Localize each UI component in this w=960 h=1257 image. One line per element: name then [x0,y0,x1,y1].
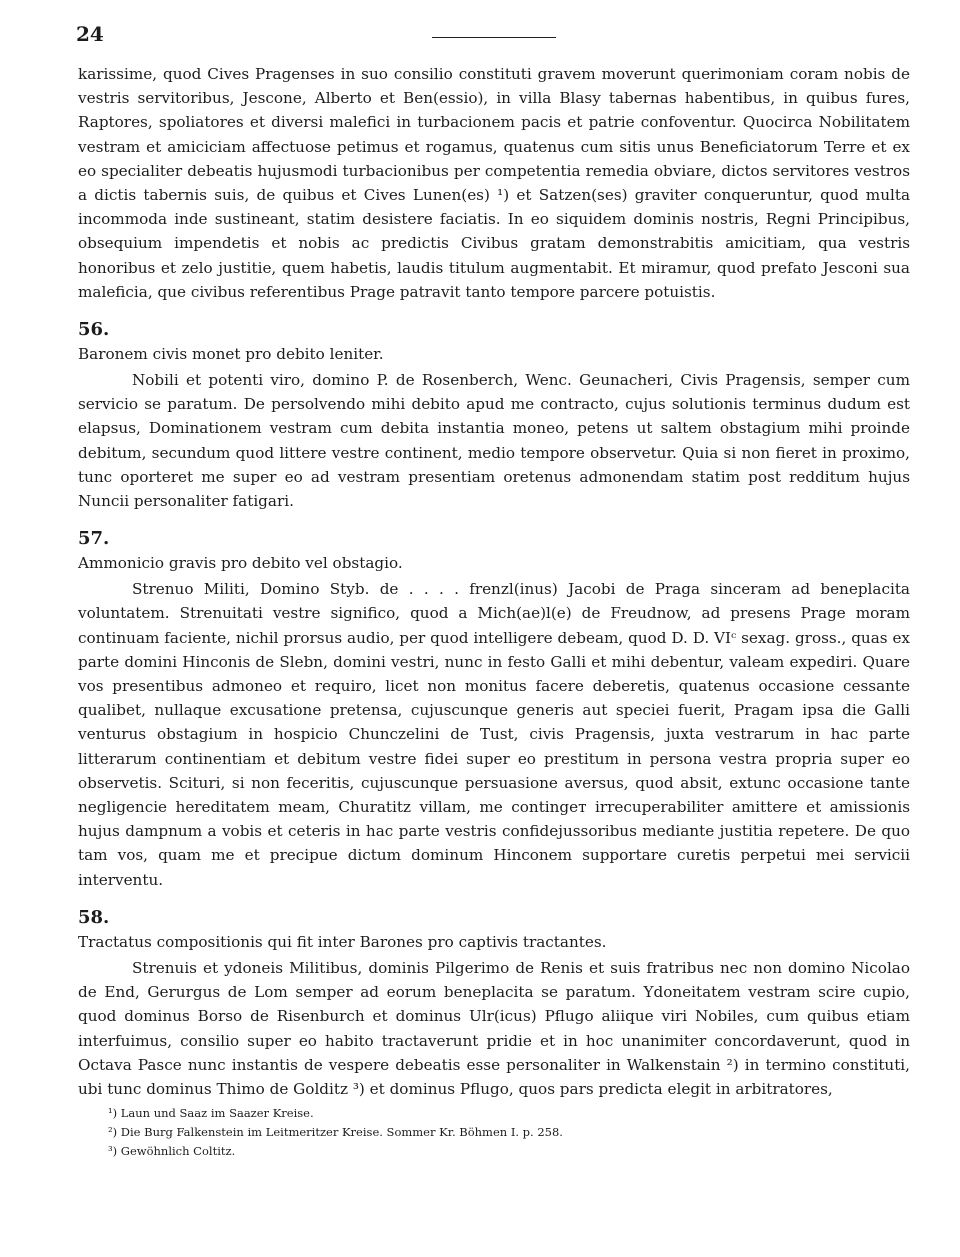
document-number: 58. [78,906,110,928]
footnote: ³) Gewöhnlich Coltitz. [108,1144,236,1158]
page-number: 24 [76,22,104,46]
footnote: ²) Die Burg Falkenstein im Leitmeritzer Kreise. Sommer Kr. Böhmen I. p. 258. [108,1125,563,1139]
footnotes [108,1104,908,1161]
paragraph: Strenuo Militi, Domino Styb. de . . . . frenzl(inus) Jacobi de Praga sinceram ad beneplacita voluntatem. Strenuitati vestre significo, quod a Mich(ae)l(e) de Freudnow, ad presens Prage moram continuam faciente, nichil prorsus audio, per quod intelligere debeam, quod D. D. VIᶜ sexag. gross., quas ex parte domini Hinconis de Slebn, domini vestri, nunc in festo Galli et mihi debentur, valeam expediri. Quare vos presentibus admoneo et requiro, licet non monitus facere deberetis, quatenus occasione cessante qualibet, nullaque excusatione pretensa, cujuscunque generis aut speciei fuerit, Pragam ipsa die Galli venturus obstagium in hospicio Chunczelini de Tust, civis Pragensis, juxta vestrarum in hac parte litterarum continentiam et debitum vestre fidei super eo prestitum in persona vestra propria super eo observetis. Sciturі, si non feceritis, cujuscunque persuasione aversus, quod absit, extunc occasione tante negligencie hereditatem meam, Churatitz villam, me contingет irrecuperabiliter amittere et amissionis hujus dampnum a vobis et ceteris in hac parte vestris confidejussoribus mediante justitia repetere. De quo tam vos, quam me et precipue dictum dominum Hinconem supportare curetis perpetui mei servicii interventu. [78,580,910,889]
paragraph: Nobili et potenti viro, domino P. de Rosenberch, Wenc. Geunacheri, Civis Pragensis, semper cum servicio se paratum. De persolvendo mihi debito apud me contracto, cujus solutionis terminus dudum est elapsus, Dominationem vestram cum debita instantia moneo, petens ut saltem obstagium mihi proinde debitum, secundum quod littere vestre continent, medio tempore observetur. Quia si non fieret in proximo, tunc oporteret me super eo ad vestram presentiam oretenus admonendam statim post redditum hujus Nuncii personaliter fatigari. [78,371,910,511]
document-heading: Ammonicio gravis pro debito vel obstagio. [78,554,403,573]
body-text [78,62,910,1101]
paragraph: karissime, quod Cives Pragenses in suo consilio constituti gravem moverunt querimoniam coram nobis de vestris servitoribus, Jescone, Alberto et Ben(essio), in villa Blasy tabernas habentibus, in quibus fures, Raptores, spoliatores et diversi malefici in turbacionem pacis et patrie confoventur. Quocirca Nobilitatem vestram et amiciciam affectuose petimus et rogamus, quatenus cum sitis unus Beneficiatorum Terre et ex eo specialiter debeatis hujusmodi turbacionibus per competentia remedia obviare, dictos servitores vestros a dictis tabernis suis, de quibus et Cives Lunen(es) ¹) et Satzen(ses) graviter conqueruntur, quod multa incommoda inde sustineant, statim desistere faciatis. In eo siquidem dominis nostris, Regni Principibus, obsequium impendetis et nobis ac predictis Civibus gratam demonstrabitis amicitiam, qua vestris honoribus et zelo justitie, quem habetis, laudis titulum augmentabit. Et miramur, quod prefato Jesconi sua maleficia, que civibus referentibus Prage patravit tanto tempore parcere potuistis. [78,65,910,301]
document-number: 56. [78,319,110,341]
document-number: 57. [78,528,110,550]
footnote: ¹) Laun und Saaz im Saazer Kreise. [108,1106,314,1120]
header-rule [432,37,556,38]
page-header [76,22,910,52]
document-heading: Baronem civis monet pro debito leniter. [78,345,384,364]
paragraph: Strenuis et ydoneis Militibus, dominis Pilgerimo de Renis et suis fratribus nec non domino Nicolao de End, Gerurgus de Lom semper ad eorum beneplacita se paratum. Ydoneitatem vestram scire cupio, quod dominus Borso de Risenburch et dominus Ulr(icus) Pflugo aliique viri Nobiles, cum quibus etiam interfuimus, consilio super eo habito tractaverunt pridie et in hoc unanimiter concordaverunt, quod in Octava Pasce nunc instantis de vespere debeatis esse personaliter in Walkenstain ²) in termino constituti, ubi tunc dominus Thimo de Golditz ³) et dominus Pflugo, quos pars predicta elegit in arbitratores, [78,958,910,1098]
document-heading: Tractatus compositionis qui fit inter Barones pro captivis tractantes. [78,932,607,951]
